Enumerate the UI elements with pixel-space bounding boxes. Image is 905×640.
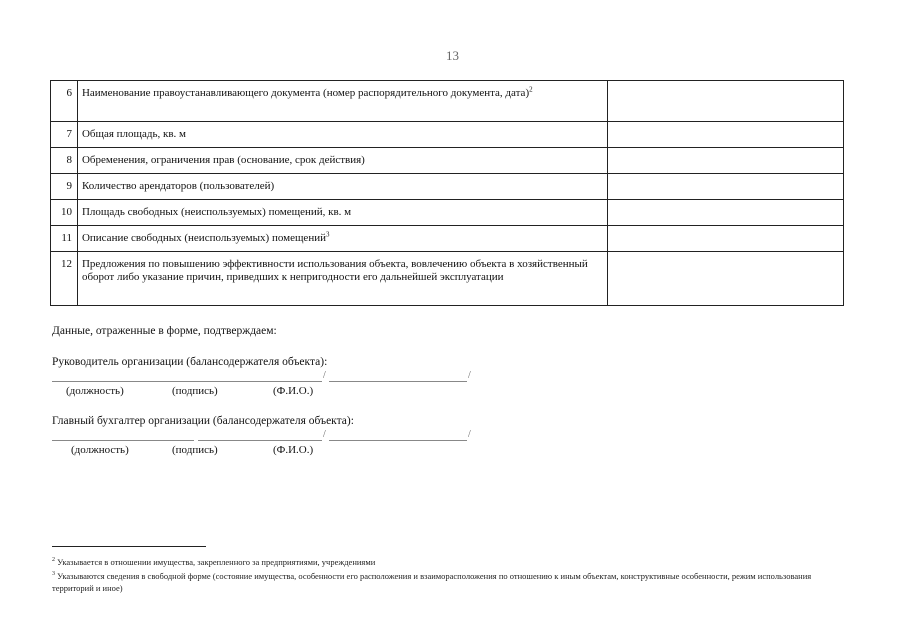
footnote-2 [52,556,812,568]
row-number: 11 [51,226,78,252]
caption-name: (Ф.И.О.) [273,444,314,456]
row-text: Площадь свободных (неиспользуемых) помещений, кв. м [81,206,352,218]
footnote-text: Указывается в отношении имущества, закрепленного за предприятиями, учреждениями [55,557,376,567]
footnote-text: Указываются сведения в свободной форме (состояние имущества, особенности его расположения и взаиморасположения по отношению к иным объектам, конструктивные особенности, режим использования территорий и иное) [52,571,812,593]
row-description [77,226,607,252]
row-number: 6 [51,81,78,122]
separator-slash: / [468,370,471,381]
accountant-label: Главный бухгалтер организации (балансодержателя объекта): [52,415,354,427]
separator-slash: / [468,429,471,440]
accountant-signature-line[interactable] [198,440,322,441]
row-number: 12 [51,252,78,306]
row-description [77,81,607,122]
row-value-cell[interactable] [608,81,844,122]
separator-slash: / [323,429,326,440]
row-number: 9 [51,174,78,200]
director-label: Руководитель организации (балансодержателя объекта): [52,356,328,368]
row-value-cell[interactable] [608,122,844,148]
caption-position: (должность) [71,444,129,456]
row-description [77,148,607,174]
caption-name: (Ф.И.О.) [273,385,314,397]
row-text: Количество арендаторов (пользователей) [81,180,275,192]
table-row [51,81,844,122]
row-text: Обременения, ограничения прав (основание, срок действия) [81,154,365,166]
row-number: 7 [51,122,78,148]
row-text: Общая площадь, кв. м [81,128,186,140]
footnote-mark: 2 [52,557,55,564]
row-value-cell[interactable] [608,252,844,306]
page-number: 13 [446,48,459,63]
row-text: Предложения по повышению эффективности использования объекта, вовлечению объекта в хозяйственный оборот либо указание причин, приведших к непригодности его дальнейшей эксплуатации [81,258,588,283]
director-name-line[interactable] [329,381,467,382]
table-row [51,200,844,226]
table-row [51,174,844,200]
footnote-mark: 3 [52,571,55,578]
accountant-position-line[interactable] [52,440,194,441]
row-text: Наименование правоустанавливающего документа (номер распорядительного документа, дата) [81,87,530,99]
footnote-3 [52,570,812,594]
row-value-cell[interactable] [608,200,844,226]
row-description [77,122,607,148]
separator-slash: / [323,370,326,381]
row-number: 10 [51,200,78,226]
director-position-signature-line[interactable] [52,381,322,382]
row-value-cell[interactable] [608,148,844,174]
row-number: 8 [51,148,78,174]
accountant-name-line[interactable] [329,440,467,441]
row-text: Описание свободных (неиспользуемых) помещений [81,232,326,244]
caption-signature: (подпись) [172,385,218,397]
row-description [77,174,607,200]
footnote-divider [52,546,206,547]
row-description [77,200,607,226]
row-value-cell[interactable] [608,226,844,252]
table-row [51,226,844,252]
caption-signature: (подпись) [172,444,218,456]
row-description [77,252,607,306]
confirm-text: Данные, отраженные в форме, подтверждаем: [52,325,277,337]
caption-position: (должность) [66,385,124,397]
footnote-ref: 3 [325,230,330,239]
table-row [51,148,844,174]
table-row [51,252,844,306]
property-info-table [50,80,844,306]
table-row [51,122,844,148]
footnote-ref: 2 [529,85,533,94]
row-value-cell[interactable] [608,174,844,200]
